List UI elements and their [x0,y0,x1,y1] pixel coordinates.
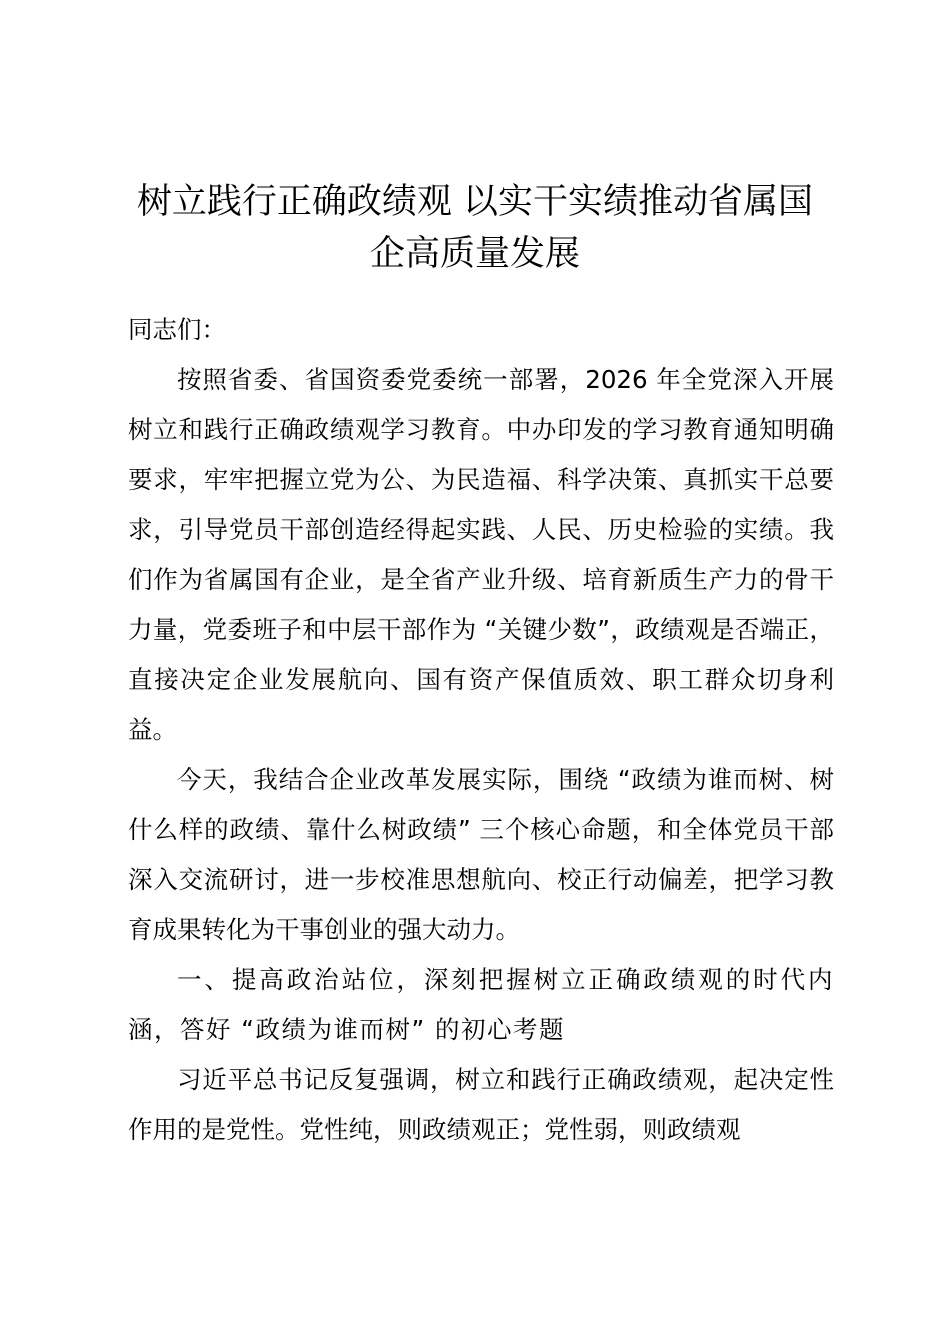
document-body [128,305,834,1155]
salutation: 同志们： [128,315,226,344]
document-title [100,176,850,280]
title-line-2: 企高质量发展 [369,234,580,274]
paragraph-3: 习近平总书记反复强调，树立和践行正确政绩观，起决定性作用的是党性。党性纯，则政绩观正；党性弱，则政绩观 [128,1065,834,1144]
section-heading-1: 一、提高政治站位，深刻把握树立正确政绩观的时代内涵，答好 “政绩为谁而树” 的初心考题 [128,965,834,1044]
paragraph-1: 按照省委、省国资委党委统一部署，2026 年全党深入开展树立和践行正确政绩观学习教育。中办印发的学习教育通知明确要求，牢牢把握立党为公、为民造福、科学决策、真抓实干总要求，引导党员干部创造经得起实践、人民、历史检验的实绩。我们作为省属国有企业，是全省产业升级、培育新质生产力的骨干力量，党委班子和中层干部作为 “关键少数”，政绩观是否端正，直接决定企业发展航向、国有资产保值质效、职工群众切身利益。 [128,365,834,744]
paragraph-2: 今天，我结合企业改革发展实际，围绕 “政绩为谁而树、树什么样的政绩、靠什么树政绩” 三个核心命题，和全体党员干部深入交流研讨，进一步校准思想航向、校正行动偏差，把学习教育成果转化为干事创业的强大动力。 [128,765,834,944]
title-line-1: 树立践行正确政绩观 以实干实绩推动省属国 [136,182,814,222]
